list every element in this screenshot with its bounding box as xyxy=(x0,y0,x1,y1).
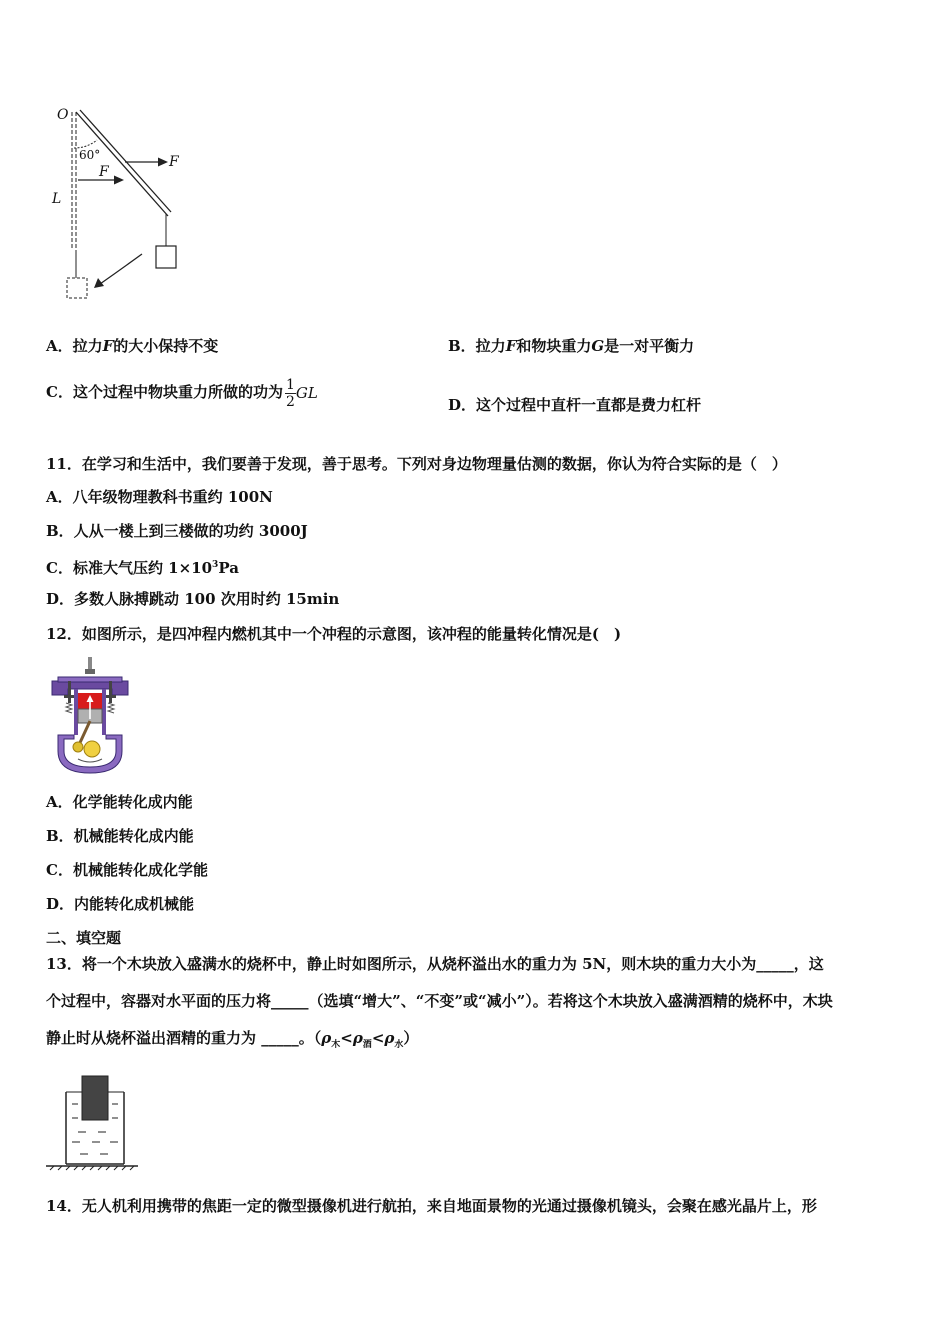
q14-line-1: 14．无人机利用携带的焦距一定的微型摄像机进行航拍，来自地面景物的光通过摄像机镜头，会聚在感光晶片上，形 xyxy=(46,1197,817,1215)
q10-option-a[interactable]: A．拉力F的大小保持不变 xyxy=(46,337,219,355)
label-f-lower: F xyxy=(99,164,109,180)
engine-diagram xyxy=(48,655,132,777)
q12-stem: 12．如图所示，是四冲程内燃机其中一个冲程的示意图，该冲程的能量转化情况是( ) xyxy=(46,625,622,643)
q12-option-b[interactable]: B．机械能转化成内能 xyxy=(46,827,194,845)
label-f-upper: F xyxy=(169,154,179,170)
q13-line-1: 13．将一个木块放入盛满水的烧杯中，静止时如图所示，从烧杯溢出水的重力为 5N，则木块的重力大小为_____，这 xyxy=(46,955,824,973)
section-heading: 二、填空题 xyxy=(46,929,122,947)
q11-stem: 11．在学习和生活中，我们要善于发现，善于思考。下列对身边物理量估测的数据，你认为符合实际的是（ ） xyxy=(46,455,787,473)
q11-option-c[interactable]: C．标准大气压约 $1\times 10^3Pa$ xyxy=(46,559,239,577)
q12-option-d[interactable]: D．内能转化成机械能 xyxy=(46,895,195,913)
label-angle: 60° xyxy=(79,148,101,162)
q11-option-d[interactable]: D．多数人脉搏跳动 100 次用时约 15min xyxy=(46,590,340,608)
q10-option-c[interactable]: C．这个过程中物块重力所做的功为 $\frac{1}{2}$ GL xyxy=(46,376,318,410)
beaker-diagram xyxy=(44,1072,140,1172)
label-l: L xyxy=(52,191,62,207)
q13-line-3: 静止时从烧杯溢出酒精的重力为 _____。$(\rho_木<\rho_酒<\rho_水)$ xyxy=(46,1029,419,1050)
q12-option-a[interactable]: A．化学能转化成内能 xyxy=(46,793,193,811)
lever-diagram xyxy=(40,100,200,310)
q12-option-c[interactable]: C．机械能转化成化学能 xyxy=(46,861,208,879)
label-o: O xyxy=(57,107,69,123)
q13-line-2: 个过程中，容器对水平面的压力将_____（选填“增大”、“不变”或“减小”）。若将这个木块放入盛满酒精的烧杯中，木块 xyxy=(46,992,833,1010)
q10-option-b[interactable]: B．拉力F和物块重力G是一对平衡力 xyxy=(448,337,695,355)
q11-option-b[interactable]: B．人从一楼上到三楼做的功约 3000J xyxy=(46,522,308,540)
q10-option-d[interactable]: D．这个过程中直杆一直都是费力杠杆 xyxy=(448,396,702,414)
q11-option-a[interactable]: A．八年级物理教科书重约 100N xyxy=(46,488,273,506)
fraction-half: $\frac{1}{2}$ xyxy=(285,376,295,410)
